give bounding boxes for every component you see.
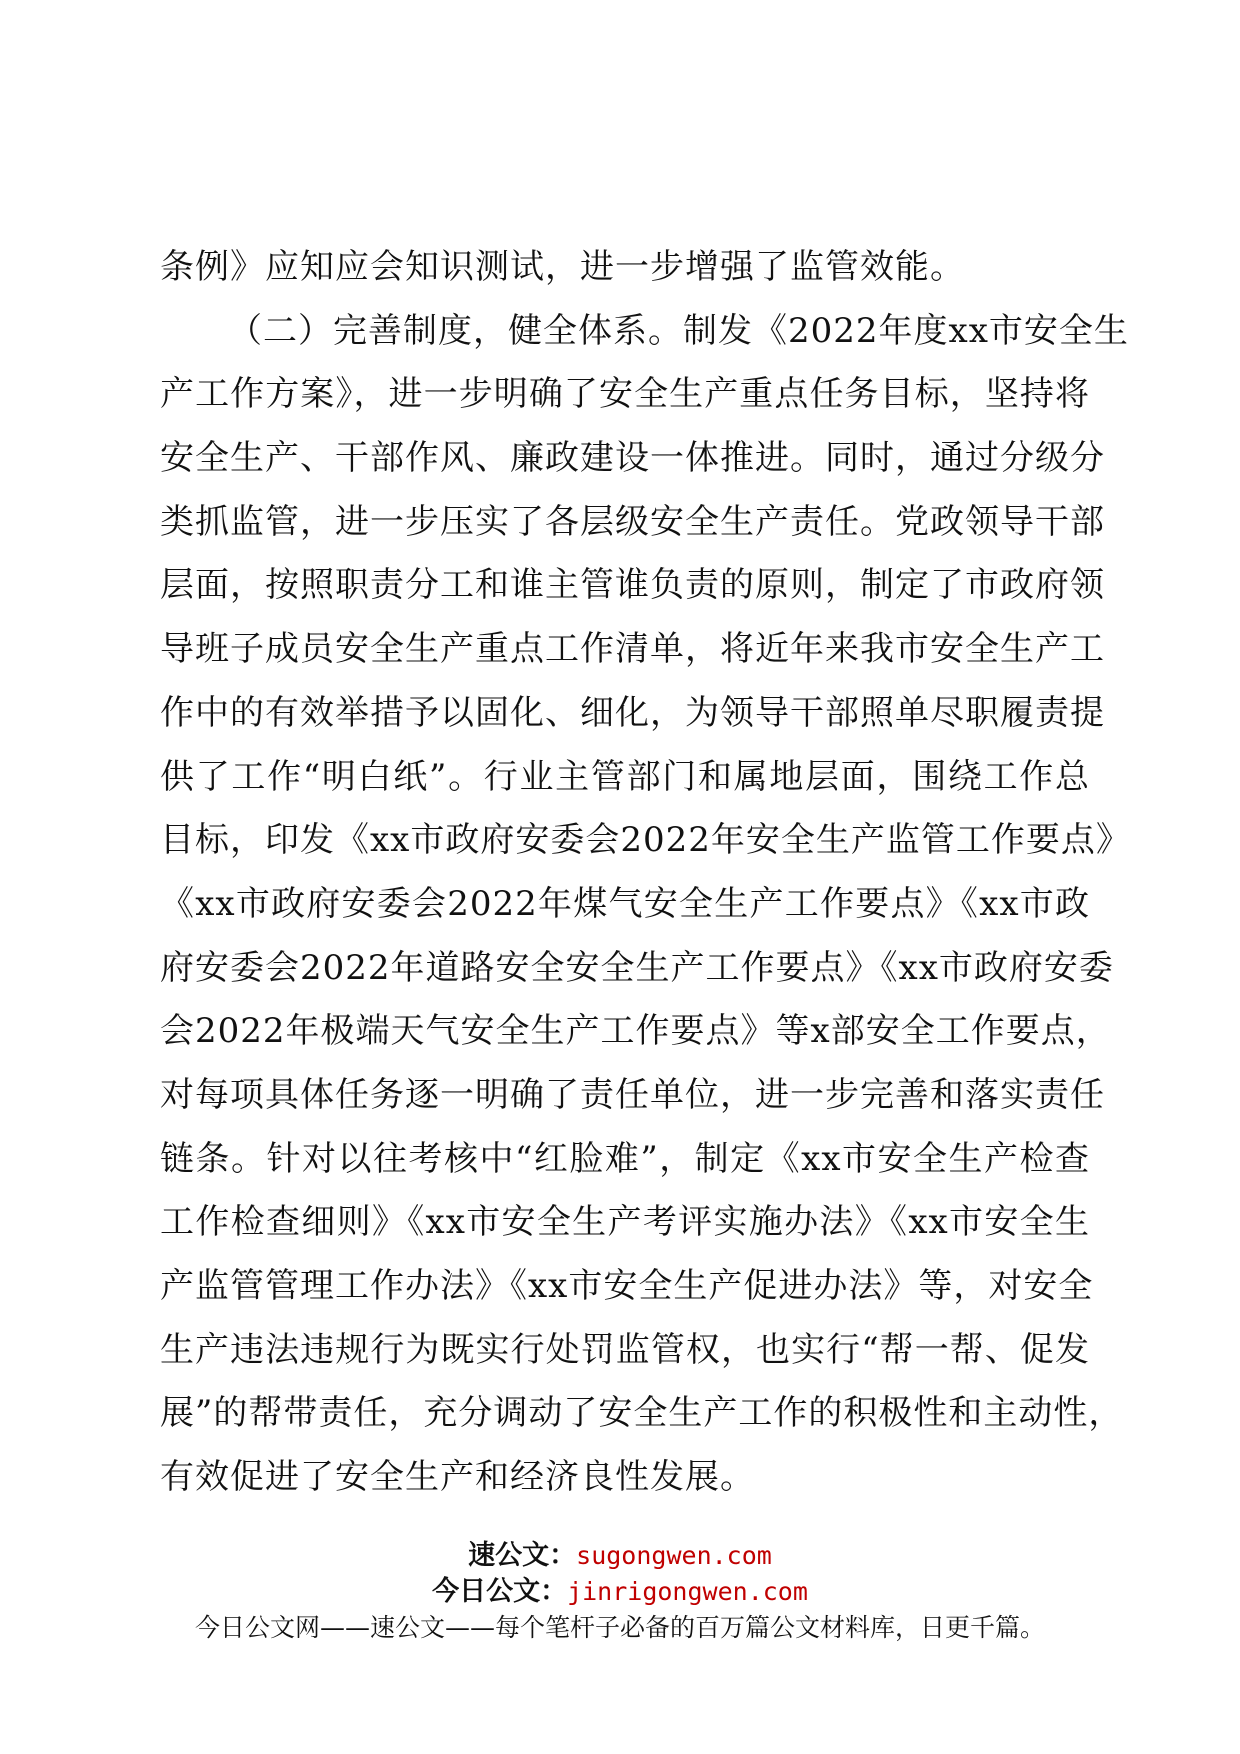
paragraph-line: 条例》应知应会知识测试，进一步增强了监管效能。 [160,247,965,287]
jinri-label: 今日公文： [432,1576,568,1607]
paragraph-line: 目标，印发《xx市政府安委会2022年安全生产监管工作要点》 [160,820,1131,861]
paragraph-line: 有效促进了安全生产和经济良性发展。 [160,1457,755,1498]
footer [0,1538,1240,1646]
paragraph-line: 作中的有效举措予以固化、细化，为领导干部照单尽职履责提 [160,692,1105,733]
jinri-link-line [0,1574,1240,1610]
paragraph-line: 安全生产、干部作风、廉政建设一体推进。同时，通过分级分 [160,438,1105,479]
paragraph-line: 产工作方案》，进一步明确了安全生产重点任务目标，坚持将 [160,374,1090,415]
sugongwen-label: 速公文： [468,1540,577,1571]
paragraph-line: 生产违法违规行为既实行处罚监管权，也实行“帮一帮、促发 [160,1329,1090,1370]
paragraph-line: 导班子成员安全生产重点工作清单，将近年来我市安全生产工 [160,629,1105,670]
paragraph-line: 产监管管理工作办法》《xx市安全生产促进办法》等，对安全 [160,1266,1094,1306]
paragraph-line: 《xx市政府安委会2022年煤气安全生产工作要点》《xx市政 [160,883,1090,924]
paragraph-line: 工作检查细则》《xx市安全生产考评实施办法》《xx市安全生 [160,1202,1090,1243]
body-text [160,236,1131,1510]
paragraph-line: 链条。针对以往考核中“红脸难”，制定《xx市安全生产检查 [160,1138,1090,1179]
paragraph-line: 会2022年极端天气安全生产工作要点》等x部安全工作要点， [160,1011,1111,1052]
sugongwen-link-line [0,1538,1240,1574]
paragraph-line: 供了工作“明白纸”。行业主管部门和属地层面，围绕工作总 [160,756,1090,797]
paragraph-line: 层面，按照职责分工和谁主管谁负责的原则，制定了市政府领 [160,565,1105,606]
paragraph-line: 对每项具体任务逐一明确了责任单位，进一步完善和落实责任 [160,1074,1105,1115]
paragraph-line: （二）完善制度，健全体系。制发《2022年度xx市安全生 [228,310,1129,351]
jinri-link[interactable]: jinrigongwen.com [567,1577,808,1606]
sugongwen-link[interactable]: sugongwen.com [576,1541,772,1570]
paragraph-line: 府安委会2022年道路安全安全生产工作要点》《xx市政府安委 [160,947,1114,988]
paragraph-line: 类抓监管，进一步压实了各层级安全生产责任。党政领导干部 [160,501,1105,542]
footer-slogan: 今日公文网——速公文——每个笔杆子必备的百万篇公文材料库，日更千篇。 [194,1613,1045,1642]
paragraph-line: 展”的帮带责任，充分调动了安全生产工作的积极性和主动性， [160,1393,1124,1434]
